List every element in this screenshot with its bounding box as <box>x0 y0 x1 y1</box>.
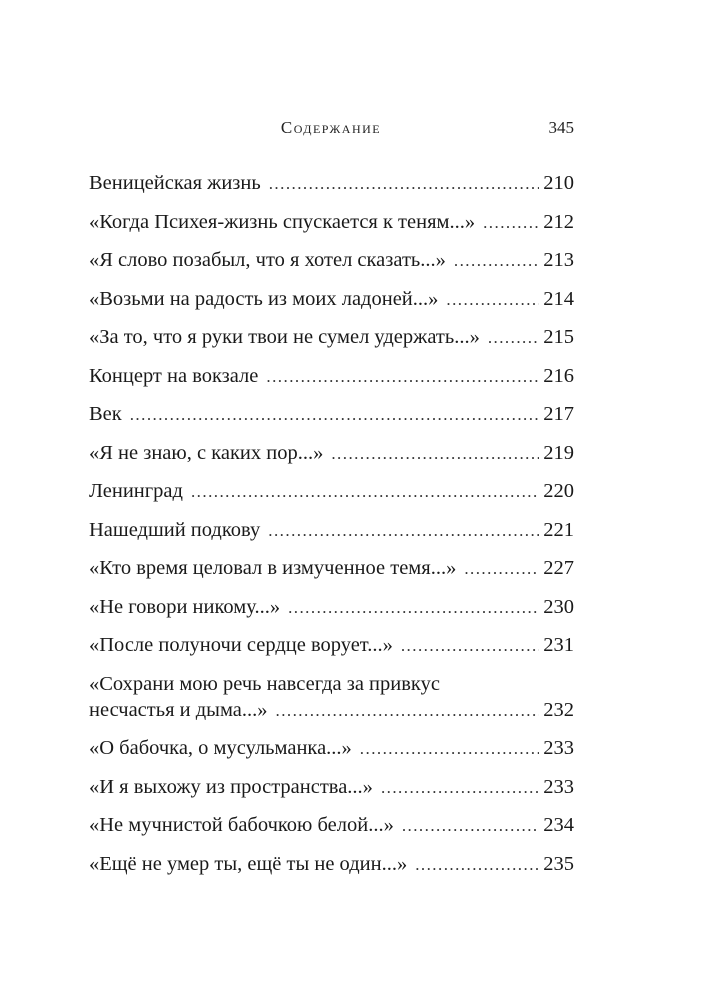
toc-entry <box>89 478 574 505</box>
toc-entry-title: Нашедший подкову <box>89 518 261 541</box>
dot-leader <box>268 518 539 544</box>
toc-entry-title: «За то, что я руки твои не сумел удержать...» <box>89 326 480 348</box>
dot-leader <box>288 595 539 621</box>
dot-leader <box>191 479 539 505</box>
toc-entry <box>89 170 574 197</box>
toc-entry-title: «И я выхожу из пространства...» <box>89 775 373 798</box>
toc-entry-page: 230 <box>543 595 574 618</box>
toc-entry-title: Ленинград <box>89 480 183 502</box>
toc-entry-page: 216 <box>543 364 574 387</box>
toc-entry-page: 213 <box>543 249 574 271</box>
toc-entry-page: 210 <box>543 172 574 194</box>
toc-entry <box>89 735 574 762</box>
toc-entry <box>89 401 574 428</box>
toc-entry-page: 221 <box>543 518 574 541</box>
toc-entry-page: 233 <box>543 775 574 798</box>
toc-entry <box>89 440 574 467</box>
toc-entry <box>89 363 574 390</box>
toc-entry-title: «После полуночи сердце ворует...» <box>89 634 393 656</box>
dot-leader <box>381 775 539 801</box>
toc-entry-title: Веницейская жизнь <box>89 172 261 194</box>
dot-leader <box>488 325 539 351</box>
toc-entry <box>89 209 574 236</box>
toc-entry <box>89 286 574 313</box>
toc-entry <box>89 324 574 351</box>
toc-entry <box>89 812 574 839</box>
toc-entry-title: «Не мучнистой бабочкою белой...» <box>89 814 394 836</box>
toc-entry-page: 234 <box>543 814 574 836</box>
dot-leader <box>401 633 539 659</box>
toc-entry-page: 233 <box>543 737 574 759</box>
toc-entry-title: «Возьми на радость из моих ладоней...» <box>89 287 439 310</box>
toc-entry-title: «Ещё не умер ты, ещё ты не один...» <box>89 852 408 875</box>
dot-leader <box>331 441 539 467</box>
toc-entry-page: 220 <box>543 480 574 502</box>
dot-leader <box>130 402 540 428</box>
toc-entry-title-line2: несчастья и дыма...» <box>89 698 268 721</box>
toc-entry-title: Концерт на вокзале <box>89 364 259 387</box>
toc-entry-page: 235 <box>543 852 574 875</box>
toc-entry-title: «Когда Психея-жизнь спускается к теням...» <box>89 210 476 233</box>
section-title: Содержание <box>280 118 382 137</box>
toc-entry-page: 214 <box>543 287 574 310</box>
toc-entry-page: 212 <box>543 210 574 233</box>
toc-entry-title-line1: «Сохрани мою речь навсегда за привкус <box>89 672 440 695</box>
running-head <box>88 118 574 142</box>
toc-entry-title: «Я не знаю, с каких пор...» <box>89 441 324 464</box>
dot-leader <box>360 736 539 762</box>
toc-entry-title: «Я слово позабыл, что я хотел сказать...» <box>89 249 446 271</box>
toc-entry <box>89 594 574 621</box>
dot-leader <box>464 556 539 582</box>
toc-entry-page: 215 <box>543 326 574 348</box>
toc-entry-title: Век <box>89 403 122 425</box>
dot-leader <box>454 248 539 274</box>
table-of-contents <box>89 170 574 889</box>
dot-leader <box>402 813 539 839</box>
dot-leader <box>276 698 540 724</box>
toc-entry-page: 231 <box>543 634 574 656</box>
toc-entry <box>89 774 574 801</box>
toc-entry-title: «О бабочка, о мусульманка...» <box>89 737 352 759</box>
dot-leader <box>266 364 539 390</box>
page-number: 345 <box>548 118 574 137</box>
toc-entry-title: «Кто время целовал в измученное темя...» <box>89 557 457 579</box>
dot-leader <box>483 210 539 236</box>
toc-entry <box>89 851 574 878</box>
toc-entry <box>89 517 574 544</box>
toc-entry-page: 219 <box>543 441 574 464</box>
dot-leader <box>446 287 539 313</box>
toc-entry-title: «Не говори никому...» <box>89 595 281 618</box>
toc-entry <box>89 671 574 724</box>
toc-entry <box>89 632 574 659</box>
toc-entry <box>89 247 574 274</box>
toc-entry-page: 217 <box>543 403 574 425</box>
dot-leader <box>415 852 539 878</box>
toc-entry <box>89 555 574 582</box>
dot-leader <box>269 171 540 197</box>
toc-entry-page: 232 <box>543 698 574 721</box>
toc-entry-page: 227 <box>543 557 574 579</box>
